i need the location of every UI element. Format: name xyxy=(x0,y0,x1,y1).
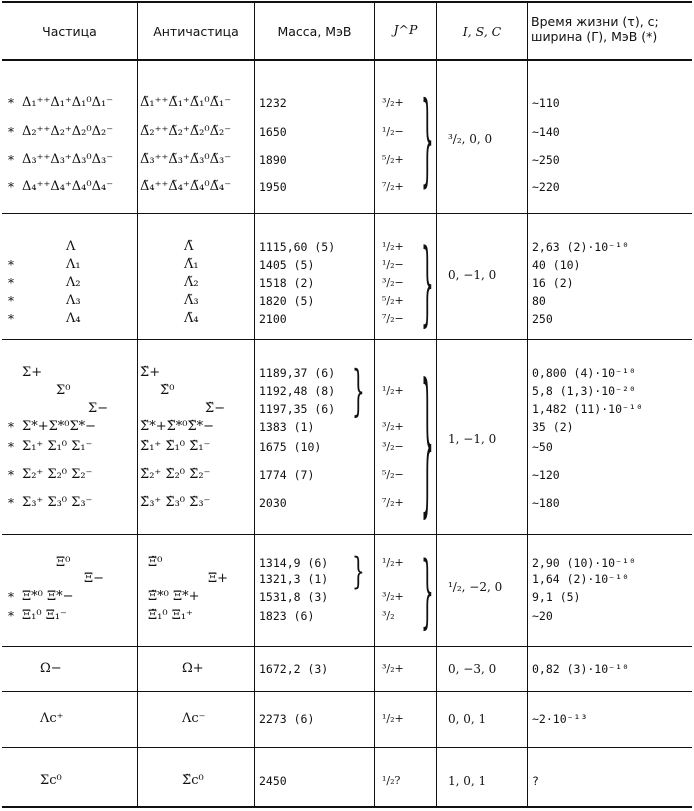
lifetime-value: 9,1 (5) xyxy=(532,590,581,604)
star-marker: * xyxy=(8,153,14,167)
isc-value: 0, −1, 0 xyxy=(448,268,497,282)
column-divider xyxy=(374,1,375,807)
column-divider xyxy=(436,1,437,807)
star-marker: * xyxy=(8,468,14,482)
column-divider xyxy=(254,1,255,807)
particle-symbol: Δ₂⁺⁺Δ₂⁺Δ₂⁰Δ₂⁻ xyxy=(22,124,114,139)
antiparticle-symbol: Λ̃₂ xyxy=(184,275,199,290)
lifetime-value: 1,64 (2)·10⁻¹⁰ xyxy=(532,572,629,586)
group-divider xyxy=(2,339,692,340)
jp-value: ¹/₂+ xyxy=(382,384,404,397)
jp-value: ¹/₂+ xyxy=(382,240,404,253)
antiparticle-symbol: Ω+ xyxy=(182,661,204,676)
mass-value: 1823 (6) xyxy=(259,609,315,623)
jp-value: ³/₂− xyxy=(382,440,404,453)
lifetime-value: 2,63 (2)·10⁻¹⁰ xyxy=(532,240,629,254)
antiparticle-symbol: Δ̃₂⁺⁺Δ̃₂⁺Δ̃₂⁰Δ̃₂⁻ xyxy=(140,124,232,139)
jp-value: ³/₂+ xyxy=(382,662,404,675)
antiparticle-symbol: Δ̃₃⁺⁺Δ̃₃⁺Δ̃₃⁰Δ̃₃⁻ xyxy=(140,152,232,167)
lifetime-value: ~180 xyxy=(532,496,560,510)
mass-value: 1192,48 (8) xyxy=(259,384,336,398)
mass-value: 1321,3 (1) xyxy=(259,572,329,586)
header-isc: I, S, C xyxy=(462,24,502,39)
lifetime-value: ~50 xyxy=(532,440,553,454)
antiparticle-symbol: Σ̃₃⁺ Σ̃₃⁰ Σ̃₃⁻ xyxy=(140,495,211,510)
star-marker: * xyxy=(8,294,14,308)
jp-value: ³/₂+ xyxy=(382,96,404,109)
particle-symbol: Σ₂⁺ Σ₂⁰ Σ₂⁻ xyxy=(22,467,93,482)
antiparticle-symbol: Λ̃ xyxy=(184,239,194,254)
mass-value: 1115,60 (5) xyxy=(259,240,336,254)
lifetime-value: ~120 xyxy=(532,468,560,482)
header-jp: J^P xyxy=(393,22,418,37)
antiparticle-symbol: Δ̃₄⁺⁺Δ̃₄⁺Δ̃₄⁰Δ̃₄⁻ xyxy=(140,179,232,194)
antiparticle-symbol: Ξ̃₁⁰ Ξ₁⁺ xyxy=(148,608,193,623)
header-particle: Частица xyxy=(42,24,97,39)
particle-symbol: Δ₁⁺⁺Δ₁⁺Δ₁⁰Δ₁⁻ xyxy=(22,95,114,110)
jp-value: ³/₂+ xyxy=(382,590,404,603)
jp-value: ¹/₂? xyxy=(382,774,401,787)
jp-value: ⁷/₂− xyxy=(382,312,404,325)
mass-value: 1950 xyxy=(259,180,287,194)
lifetime-value: 2,90 (10)·10⁻¹⁰ xyxy=(532,556,636,570)
antiparticle-symbol: Λ̃₁ xyxy=(184,257,199,272)
particle-symbol: Σ*+Σ*⁰Σ*− xyxy=(22,419,97,434)
jp-value: ⁷/₂+ xyxy=(382,496,404,509)
antiparticle-symbol: Σ̃⁰ xyxy=(160,383,175,398)
jp-value: ³/₂− xyxy=(382,276,404,289)
antiparticle-symbol: Σ̃*+Σ̃*⁰Σ̃*− xyxy=(140,419,215,434)
jp-group-brace: } xyxy=(421,346,434,534)
header-mass: Масса, МэВ xyxy=(277,24,352,39)
lifetime-value: ~250 xyxy=(532,153,560,167)
mass-value: 1232 xyxy=(259,96,287,110)
mass-value: 2273 (6) xyxy=(259,712,315,726)
particle-symbol: Σ₃⁺ Σ₃⁰ Σ₃⁻ xyxy=(22,495,93,510)
mass-value: 2100 xyxy=(259,312,287,326)
particle-symbol: Σc⁰ xyxy=(40,773,62,788)
lifetime-value: 250 xyxy=(532,312,553,326)
mass-value: 1314,9 (6) xyxy=(259,556,329,570)
mass-value: 1820 (5) xyxy=(259,294,315,308)
star-marker: * xyxy=(8,440,14,454)
jp-value: ⁵/₂+ xyxy=(382,153,404,166)
star-marker: * xyxy=(8,258,14,272)
isc-value: ³/₂, 0, 0 xyxy=(448,132,493,146)
antiparticle-symbol: Ξ̃⁰ xyxy=(148,555,163,570)
lifetime-value: 5,8 (1,3)·10⁻²⁰ xyxy=(532,384,636,398)
star-marker: * xyxy=(8,420,14,434)
star-marker: * xyxy=(8,496,14,510)
lifetime-value: 16 (2) xyxy=(532,276,574,290)
jp-value: ¹/₂+ xyxy=(382,712,404,725)
isc-value: ¹/₂, −2, 0 xyxy=(448,580,503,594)
lifetime-value: 0,800 (4)·10⁻¹⁰ xyxy=(532,366,636,380)
mass-group-brace: } xyxy=(352,357,365,423)
group-divider xyxy=(2,646,692,647)
antiparticle-symbol: Σ̃₁⁺ Σ̃₁⁰ Σ̃₁⁻ xyxy=(140,439,211,454)
lifetime-value: 35 (2) xyxy=(532,420,574,434)
particle-symbol: Λ₁ xyxy=(66,257,81,272)
antiparticle-symbol: Λ̃₃ xyxy=(184,293,199,308)
lifetime-value: 80 xyxy=(532,294,546,308)
column-divider xyxy=(137,1,138,807)
mass-group-brace: } xyxy=(352,549,365,593)
jp-group-brace: } xyxy=(421,226,434,338)
mass-value: 1518 (2) xyxy=(259,276,315,290)
group-divider xyxy=(2,213,692,214)
jp-group-brace: } xyxy=(421,78,434,198)
particle-symbol: Ω− xyxy=(40,661,62,676)
mass-value: 1675 (10) xyxy=(259,440,322,454)
particle-symbol: Ξ*⁰ Ξ*− xyxy=(22,589,74,604)
particle-symbol: Ξ− xyxy=(84,571,105,586)
column-divider xyxy=(527,1,528,807)
antiparticle-symbol: Δ̃₁⁺⁺Δ̃₁⁺Δ̃₁⁰Δ̃₁⁻ xyxy=(140,95,232,110)
jp-value: ³/₂+ xyxy=(382,420,404,433)
jp-value: ¹/₂− xyxy=(382,258,404,271)
lifetime-value: 40 (10) xyxy=(532,258,581,272)
lifetime-value: ~140 xyxy=(532,125,560,139)
jp-value: ¹/₂+ xyxy=(382,556,404,569)
antiparticle-symbol: Σ̃− xyxy=(205,401,226,416)
star-marker: * xyxy=(8,609,14,623)
particle-symbol: Δ₄⁺⁺Δ₄⁺Δ₄⁰Δ₄⁻ xyxy=(22,179,114,194)
isc-value: 1, 0, 1 xyxy=(448,774,487,788)
mass-value: 1197,35 (6) xyxy=(259,402,336,416)
mass-value: 2030 xyxy=(259,496,287,510)
jp-value: ³/₂ xyxy=(382,609,395,622)
particle-symbol: Λ₃ xyxy=(66,293,81,308)
mass-value: 2450 xyxy=(259,774,287,788)
table-top-rule xyxy=(2,1,692,3)
star-marker: * xyxy=(8,276,14,290)
antiparticle-symbol: Λc⁻ xyxy=(182,711,206,726)
group-divider xyxy=(2,747,692,748)
jp-value: ¹/₂− xyxy=(382,125,404,138)
lifetime-value: ~2·10⁻¹³ xyxy=(532,712,588,726)
lifetime-value: ~220 xyxy=(532,180,560,194)
antiparticle-symbol: Λ̃₄ xyxy=(184,311,199,326)
star-marker: * xyxy=(8,96,14,110)
particle-symbol: Σ₁⁺ Σ₁⁰ Σ₁⁻ xyxy=(22,439,93,454)
mass-value: 1383 (1) xyxy=(259,420,315,434)
particle-symbol: Σ− xyxy=(88,401,109,416)
jp-group-brace: } xyxy=(421,542,434,638)
star-marker: * xyxy=(8,312,14,326)
antiparticle-symbol: Ξ+ xyxy=(208,571,229,586)
particle-symbol: Λ₂ xyxy=(66,275,81,290)
particle-symbol: Ξ₁⁰ Ξ₁⁻ xyxy=(22,608,67,623)
header-lifetime: Время жизни (τ), с; ширина (Γ), МэВ (*) xyxy=(531,14,659,44)
antiparticle-symbol: Σ̃₂⁺ Σ̃₂⁰ Σ̃₂⁻ xyxy=(140,467,211,482)
antiparticle-symbol: Ξ̃*⁰ Ξ*+ xyxy=(148,589,200,604)
jp-value: ⁵/₂− xyxy=(382,468,404,481)
lifetime-value: 1,482 (11)·10⁻¹⁰ xyxy=(532,402,643,416)
mass-value: 1405 (5) xyxy=(259,258,315,272)
isc-value: 0, −3, 0 xyxy=(448,662,497,676)
star-marker: * xyxy=(8,590,14,604)
lifetime-value: ~110 xyxy=(532,96,560,110)
particle-symbol: Λ₄ xyxy=(66,311,81,326)
header-antiparticle: Античастица xyxy=(153,24,239,39)
star-marker: * xyxy=(8,180,14,194)
star-marker: * xyxy=(8,125,14,139)
mass-value: 1672,2 (3) xyxy=(259,662,329,676)
particle-symbol: Λc⁺ xyxy=(40,711,64,726)
jp-value: ⁷/₂+ xyxy=(382,180,404,193)
group-divider xyxy=(2,691,692,692)
particle-symbol: Σ⁰ xyxy=(56,383,71,398)
header-bottom-rule xyxy=(2,59,692,61)
mass-value: 1189,37 (6) xyxy=(259,366,336,380)
particle-symbol: Δ₃⁺⁺Δ₃⁺Δ₃⁰Δ₃⁻ xyxy=(22,152,114,167)
lifetime-value: ~20 xyxy=(532,609,553,623)
particle-symbol: Ξ⁰ xyxy=(56,555,71,570)
jp-value: ⁵/₂+ xyxy=(382,294,404,307)
mass-value: 1531,8 (3) xyxy=(259,590,329,604)
particle-symbol: Λ xyxy=(66,239,76,254)
lifetime-value: ? xyxy=(532,774,539,788)
lifetime-value: 0,82 (3)·10⁻¹⁰ xyxy=(532,662,629,676)
mass-value: 1650 xyxy=(259,125,287,139)
mass-value: 1890 xyxy=(259,153,287,167)
group-divider xyxy=(2,534,692,535)
antiparticle-symbol: Σ̃c⁰ xyxy=(182,773,204,788)
mass-value: 1774 (7) xyxy=(259,468,315,482)
table-bottom-rule xyxy=(2,806,692,808)
particle-symbol: Σ+ xyxy=(22,365,43,380)
isc-value: 0, 0, 1 xyxy=(448,712,487,726)
antiparticle-symbol: Σ̃+ xyxy=(140,365,161,380)
isc-value: 1, −1, 0 xyxy=(448,432,497,446)
